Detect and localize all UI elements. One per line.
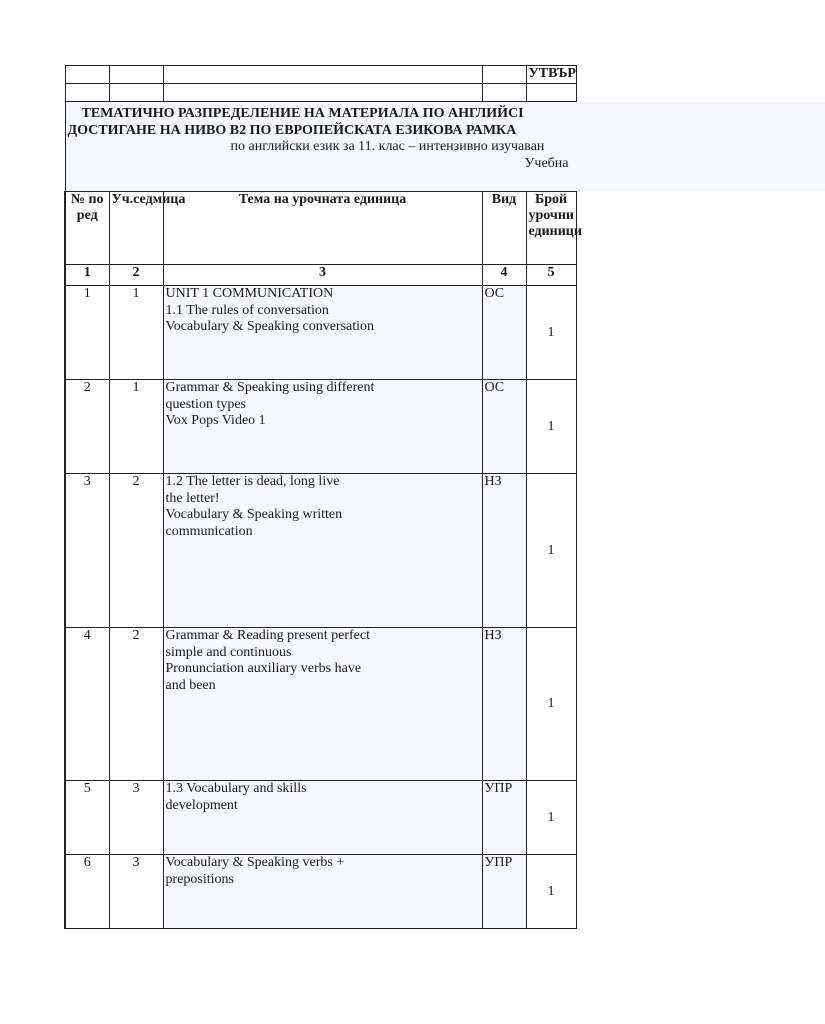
row-week: 1 — [109, 286, 163, 380]
table-row — [65, 380, 825, 474]
column-number-row — [65, 265, 825, 286]
header-week: Уч.седмица — [109, 192, 163, 265]
column-number: 4 — [482, 265, 526, 286]
row-count: 1 — [526, 474, 576, 628]
row-count: 1 — [526, 781, 576, 855]
curriculum-table — [64, 65, 825, 929]
header-topic: Тема на урочната единица — [163, 192, 482, 265]
row-num: 1 — [65, 286, 109, 380]
row-kind: НЗ — [482, 628, 526, 781]
column-number: 1 — [65, 265, 109, 286]
row-num: 6 — [65, 855, 109, 929]
row-count: 1 — [526, 628, 576, 781]
title-line-2: ДОСТИГАНЕ НА НИВО B2 ПО ЕВРОПЕЙСКАТА ЕЗИКОВА РАМКА — [67, 123, 517, 138]
title-row — [65, 102, 825, 192]
row-num: 4 — [65, 628, 109, 781]
empty-cell — [65, 66, 109, 84]
spacer-row — [65, 84, 825, 102]
approval-label: УТВЪР — [526, 66, 576, 84]
row-week: 1 — [109, 380, 163, 474]
header-num: № по ред — [65, 192, 109, 265]
table-row — [65, 286, 825, 380]
approval-row — [65, 66, 825, 84]
header-count: Брой урочни единици — [526, 192, 576, 265]
header-kind: Вид — [482, 192, 526, 265]
row-count: 1 — [526, 380, 576, 474]
table-row — [65, 855, 825, 929]
row-week: 2 — [109, 474, 163, 628]
row-topic: Grammar & Speaking using different question types Vox Pops Video 1 — [163, 380, 482, 474]
row-topic: 1.3 Vocabulary and skills development — [163, 781, 482, 855]
row-kind: УПР — [482, 855, 526, 929]
row-topic: Grammar & Reading present perfect simple and continuous Pronunciation auxiliary verbs have and been — [163, 628, 482, 781]
document-title — [65, 102, 825, 192]
table-row — [65, 474, 825, 628]
row-week: 3 — [109, 855, 163, 929]
row-week: 3 — [109, 781, 163, 855]
column-number: 3 — [163, 265, 482, 286]
row-kind: УПР — [482, 781, 526, 855]
table-row — [65, 628, 825, 781]
empty-cell — [482, 66, 526, 84]
row-num: 2 — [65, 380, 109, 474]
table-row — [65, 781, 825, 855]
row-kind: ОС — [482, 286, 526, 380]
column-number: 5 — [526, 265, 576, 286]
row-kind: НЗ — [482, 474, 526, 628]
row-kind: ОС — [482, 380, 526, 474]
title-line-3: по английски език за 11. клас – интензивно изучаван — [230, 139, 545, 154]
title-line-1: ТЕМАТИЧНО РАЗПРЕДЕЛЕНИЕ НА МАТЕРИАЛА ПО АНГЛИЙСІ — [81, 106, 524, 121]
row-count: 1 — [526, 855, 576, 929]
row-topic: Vocabulary & Speaking verbs + prepositions — [163, 855, 482, 929]
document-sheet — [64, 65, 768, 929]
column-number: 2 — [109, 265, 163, 286]
row-week: 2 — [109, 628, 163, 781]
header-row — [65, 192, 825, 265]
row-count: 1 — [526, 286, 576, 380]
empty-cell — [109, 66, 163, 84]
row-topic: UNIT 1 COMMUNICATION 1.1 The rules of conversation Vocabulary & Speaking conversation — [163, 286, 482, 380]
title-line-4: Учебна — [524, 156, 569, 171]
row-topic: 1.2 The letter is dead, long live the letter! Vocabulary & Speaking written communication — [163, 474, 482, 628]
row-num: 3 — [65, 474, 109, 628]
empty-cell — [163, 66, 482, 84]
row-num: 5 — [65, 781, 109, 855]
